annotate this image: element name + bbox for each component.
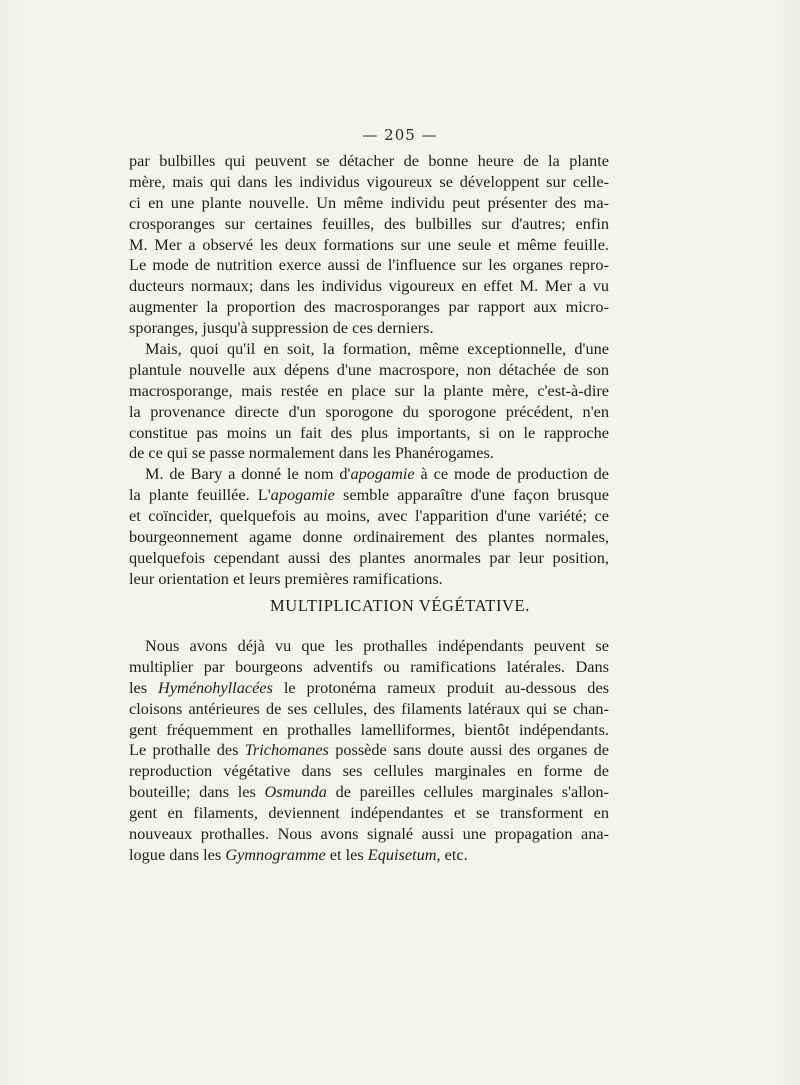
text-line: augmenter la proportion des macrosporanges par rapport aux micro- — [129, 297, 609, 317]
text-line: ducteurs normaux; dans les individus vigoureux en effet M. Mer a vu — [129, 276, 609, 296]
text-line: quelquefois cependant aussi des plantes anormales par leur position, — [129, 547, 609, 567]
text-line: et coïncider, quelquefois au moins, avec l'apparition d'une variété; ce — [129, 506, 609, 526]
text-line: les Hyménohyllacées le protonéma rameux produit au-dessous des — [129, 677, 610, 697]
text-line: mère, mais qui dans les individus vigoureux se développent sur celle- — [129, 171, 609, 191]
paragraph-4 — [129, 636, 609, 866]
text-line: ci en une plante nouvelle. Un même individu peut présenter des ma- — [129, 192, 609, 212]
text-line: cloisons antérieures de ses cellules, des filaments latéraux qui se chan- — [129, 698, 609, 718]
text-block-top — [129, 151, 609, 590]
text-line: plantule nouvelle aux dépens d'une macrospore, non détachée de son — [129, 359, 609, 379]
text-line: gent fréquemment en prothalles lamelliformes, bientôt indépendants. — [129, 719, 609, 739]
text-line: Nous avons déjà vu que les prothalles indépendants peuvent se — [145, 636, 609, 655]
text-line: logue dans les Gymnogramme et les Equisetum, etc. — [129, 844, 468, 864]
text-line: multiplier par bourgeons adventifs ou ramifications latérales. Dans — [129, 656, 609, 676]
section-heading: MULTIPLICATION VÉGÉTATIVE. — [270, 596, 530, 615]
text-line: crosporanges sur certaines feuilles, des bulbilles sur d'autres; enfin — [129, 213, 609, 233]
page-number: — 205 — — [362, 126, 438, 144]
text-line: constitue pas moins un fait des plus importants, si on le rapproche — [129, 422, 609, 442]
text-block-bottom — [129, 636, 609, 866]
paragraph-3 — [129, 464, 609, 589]
text-line: bouteille; dans les Osmunda de pareilles cellules marginales s'allon- — [129, 782, 609, 802]
text-line: M. de Bary a donné le nom d'apogamie à ce mode de production de — [145, 464, 609, 484]
text-line: bourgeonnement agame donne ordinairement des plantes normales, — [129, 527, 609, 547]
text-line: gent en filaments, deviennent indépendantes et se transforment en — [129, 803, 609, 823]
text-line: leur orientation et leurs premières ramifications. — [129, 568, 443, 588]
text-line: Le mode de nutrition exerce aussi de l'influence sur les organes repro- — [129, 255, 609, 275]
text-line: la plante feuillée. L'apogamie semble apparaître d'une façon brusque — [129, 485, 609, 505]
text-line: sporanges, jusqu'à suppression de ces derniers. — [129, 318, 434, 338]
paragraph-2 — [129, 339, 609, 464]
text-line: macrosporange, mais restée en place sur la plante mère, c'est-à-dire — [129, 380, 609, 400]
text-line: Mais, quoi qu'il en soit, la formation, même exceptionnelle, d'une — [145, 339, 609, 359]
text-line: la provenance directe d'un sporogone du sporogone précédent, n'en — [129, 401, 609, 421]
text-line: Le prothalle des Trichomanes possède sans doute aussi des organes de — [129, 740, 609, 760]
paragraph-1 — [129, 151, 609, 339]
text-line: reproduction végétative dans ses cellules marginales en forme de — [129, 761, 609, 781]
text-line: de ce qui se passe normalement dans les Phanérogames. — [129, 443, 494, 463]
text-line: M. Mer a observé les deux formations sur une seule et même feuille. — [129, 234, 609, 254]
text-line: par bulbilles qui peuvent se détacher de bonne heure de la plante — [129, 151, 609, 170]
text-line: nouveaux prothalles. Nous avons signalé aussi une propagation ana- — [129, 824, 609, 844]
